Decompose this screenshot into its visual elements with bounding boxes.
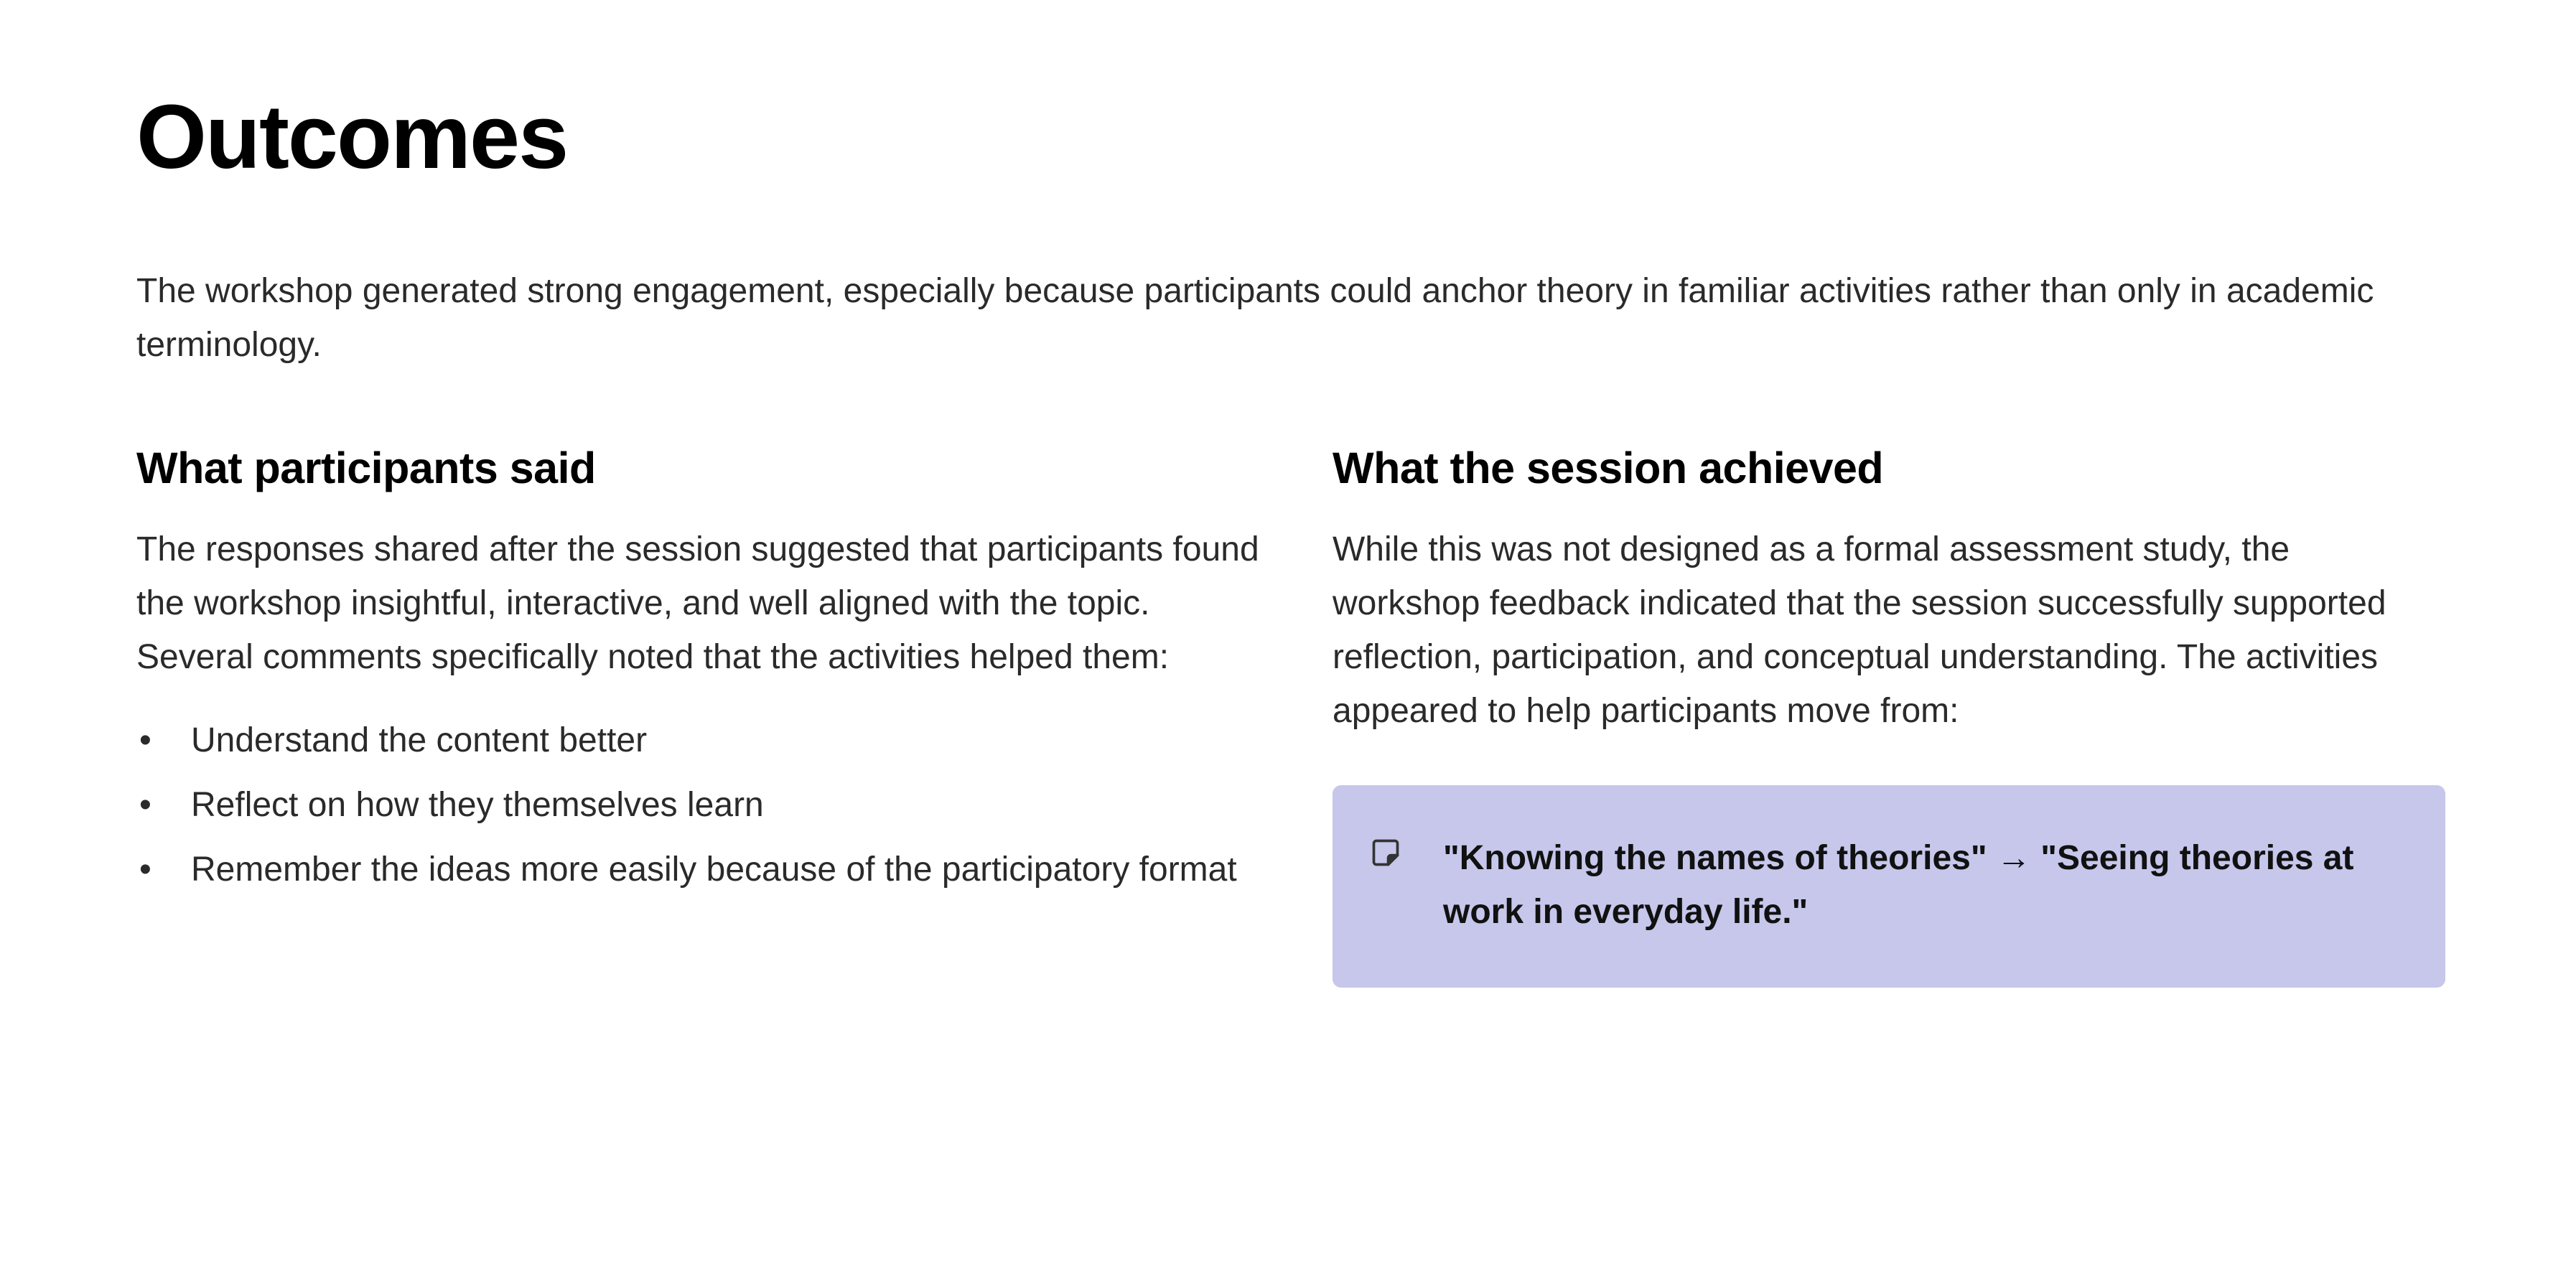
intro-paragraph: The workshop generated strong engagement, especially because participants could anchor theory in familiar activities rather than only in academic terminology. [136, 272, 2374, 364]
section-heading: What the session achieved [1333, 444, 1884, 492]
list-item [136, 773, 1264, 838]
section-body: While this was not designed as a formal assessment study, the workshop feedback indicated that the session successfully supported reflection, participation, and conceptual understanding. The activities appeared to help participants move from: [1333, 530, 2386, 730]
list-item-text: Remember the ideas more easily because of the participatory format [191, 851, 1237, 889]
bullet-icon: • [139, 851, 151, 889]
callout-box [1333, 785, 2445, 988]
section-body: The responses shared after the session suggested that participants found the workshop insightful, interactive, and well aligned with the topic. Several comments specifically noted that the activities helped them: [136, 530, 1259, 676]
bullet-icon: • [139, 786, 151, 824]
page-title: Outcomes [136, 86, 568, 187]
list-item-text: Understand the content better [191, 721, 648, 759]
session-achieved-section [1333, 439, 2445, 988]
section-heading: What participants said [136, 444, 596, 492]
bullet-list [136, 708, 1264, 902]
participants-said-section [136, 439, 1264, 902]
list-item [136, 708, 1264, 773]
list-item [136, 838, 1264, 902]
callout-text: "Knowing the names of theories" → "Seeing theories at work in everyday life." [1443, 839, 2354, 931]
list-item-text: Reflect on how they themselves learn [191, 786, 764, 824]
sticky-note-icon [1370, 837, 1401, 868]
bullet-icon: • [139, 721, 151, 759]
